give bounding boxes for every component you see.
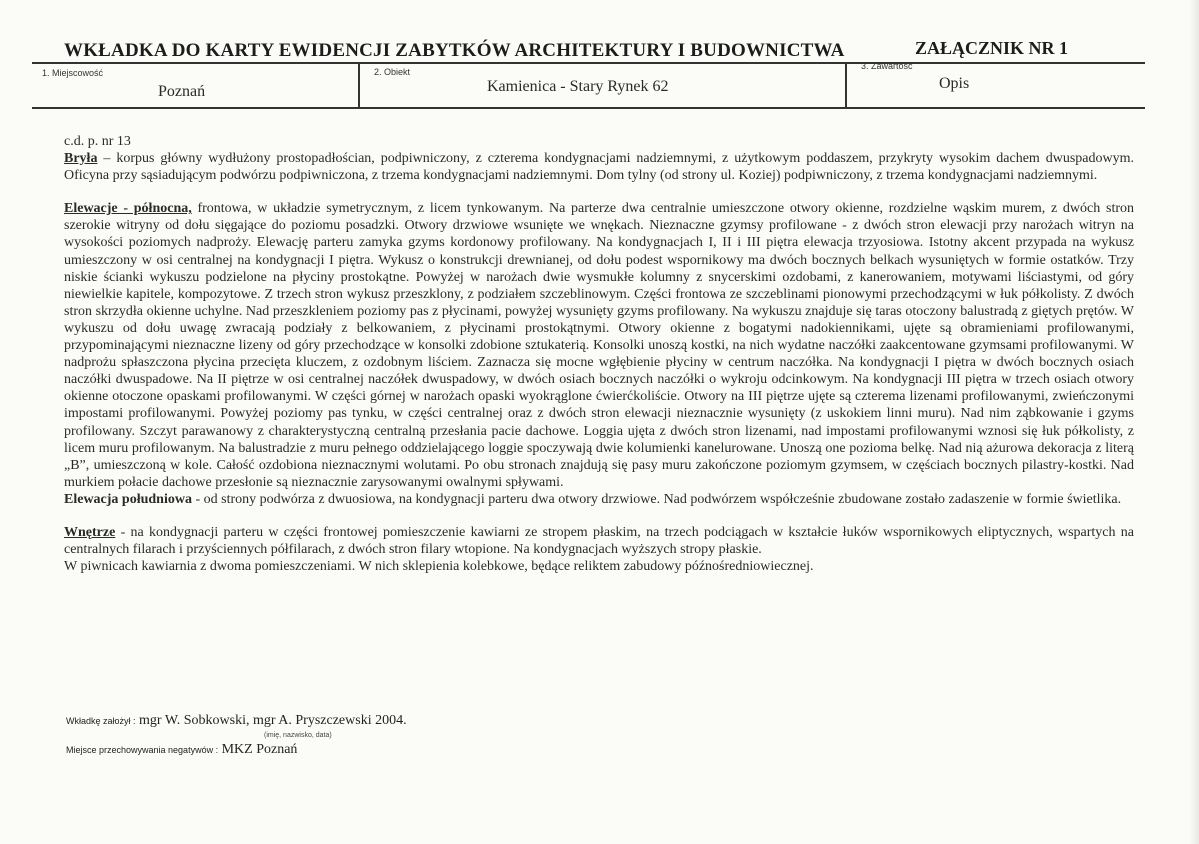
- paragraph-elewacje: [64, 200, 1134, 491]
- field-object-label: 2. Obiekt: [374, 67, 411, 77]
- document-body: [64, 133, 1134, 575]
- scan-edge-shadow: [1189, 0, 1199, 844]
- form-header-title: WKŁADKA DO KARTY EWIDENCJI ZABYTKÓW ARCHITEKTURY I BUDOWNICTWA: [64, 40, 845, 61]
- heading-elewacje: Elewacje - północna,: [64, 201, 192, 217]
- field-divider-2: [845, 62, 847, 108]
- text-bryla: – korpus główny wydłużony prostopadłościan, podpiwniczony, z czterema kondygnacjami nadziemnymi, z użytkowym poddaszem, przykryty wysokim dachem dwuspadowym. Oficyna przy sąsiadującym podwórzu podpiwniczona, z trzema kondygnacjami nadziemnymi. Dom tylny (od strony ul. Koziej) podpiwniczony, z trzema kondygnacjami nadziemnymi.: [64, 151, 1134, 184]
- field-locality-value: Poznań: [158, 83, 206, 100]
- continuation-note: c.d. p. nr 13: [64, 134, 131, 149]
- annex-label: ZAŁĄCZNIK NR 1: [915, 38, 1069, 58]
- author-value: mgr W. Sobkowski, mgr A. Pryszczewski 2004.: [139, 713, 407, 728]
- storage-value: MKZ Poznań: [221, 742, 298, 757]
- text-elewacja-poludniowa: - od strony podwórza z dwuosiowa, na kondygnacji parteru dwa otwory drzwiowe. Nad podwórzem współcześnie zbudowane zostało zadaszenie w formie świetlika.: [191, 491, 1122, 507]
- field-divider-1: [358, 62, 360, 108]
- paragraph-bryla: [64, 150, 1134, 184]
- field-content-label: 3. Zawartość: [861, 61, 913, 71]
- header-bottom-rule: [32, 107, 1145, 109]
- heading-bryla: Bryła: [64, 151, 98, 167]
- field-object-value: Kamienica - Stary Rynek 62: [487, 78, 669, 95]
- author-label: Wkładkę założył :: [66, 716, 136, 726]
- author-hint: (imię, nazwisko, data): [264, 732, 332, 739]
- paragraph-piwnice: W piwnicach kawiarnia z dwoma pomieszczeniami. W nich sklepienia kolebkowe, będące reliktem zabudowy późnośredniowiecznej.: [64, 559, 814, 575]
- text-wnetrze: - na kondygnacji parteru w części frontowej pomieszczenie kawiarni ze stropem płaskim, na trzech podciągach w kształcie łuków wspornikowych eliptycznych, wspartych na centralnych filarach i przyściennych półfilarach, z dwóch stron filary wtopione. Na kondygnacjach wyższych stropy płaskie.: [64, 524, 1134, 558]
- header-top-rule: [32, 62, 1145, 64]
- paragraph-wnetrze: [64, 524, 1134, 558]
- heading-elewacja-poludniowa: Elewacja południowa: [64, 491, 192, 507]
- footer-author-line: [66, 713, 407, 729]
- field-content-value: Opis: [939, 75, 970, 92]
- storage-label: Miejsce przechowywania negatywów :: [66, 745, 219, 755]
- footer-storage-line: [66, 742, 297, 758]
- text-elewacje: frontowa, w układzie symetrycznym, z licem tynkowanym. Na parterze dwa centralnie umieszczone otwory okienne, rozdzielne wąskim murem, z dwóch stron szerokie witryny od dołu sięgające do poziomu posadzki. Otwory drzwiowe wsunięte we wnękach. Nieznaczne gzymsy profilowane - z dwóch stron elewacji przy narożach witryn na wysokości poziomych nadproży. Elewację parteru zamyka gzyms kordonowy profilowany. Na kondygnacjach I, II i III piętra elewacja trzyosiowa. Istotny akcent przypada na wykusz umieszczony w osi centralnej na kondygnacji I piętra. Wykusz o konstrukcji drewnianej, od dołu podest wspornikowy ma dwóch bocznych belkach wysuniętych w formie ostatków. Trzy niskie ścianki wykuszu podzielone na płyciny prostokątne. Powyżej w narożach dwie wysmukłe kolumny z snycerskimi ozdobami, z kanerowaniem, motywami liściastymi, od góry niewielkie kapitele, kompozytowe. Z trzech stron wykusz przeszklony, z podziałem szczeblinowym. Części frontowa ze szczeblinami pionowymi przechodzącymi w łuk półkolisty. Z dwóch stron skrzydła okienne uchylne. Nad przeszkleniem poziomy pas z płycinami, powyżej wysunięty gzyms profilowany. Na wykuszu znajduje się taras otoczony balustradą z giętych prętów. W wykuszu od dołu uwagę zwracają podziały z belkowaniem, z płycinami prostokątnymi. Otwory okienne z bogatymi nadokiennikami, ujęte są obramieniami profilowanymi, przypominającymi nieznaczne lizeny od góry przechodzące w konsolki zdobione sztukaterią. Konsolki unoszą kostki, na nich wydatne naczółki zaakcentowane gzymsami profilowanymi. W nadprożu spłaszczona płycina przecięta kluczem, z ozdobnym liściem. Zaznacza się mocne wgłębienie płyciny w centrum naczółka. Na kondygnacji I piętra w dwóch bocznych osiach naczółki dwuspadowe. Na II piętrze w osi centralnej naczółek dwuspadowy, w dwóch osiach bocznych naczółki o wykroju odcinkowym. Na kondygnacji III piętra w trzech osiach otwory okienne otoczone opaskami profilowanymi. W części górnej w narożach opaski wyokrąglone ćwierćkoliście. Otwory na III piętrze ujęte są czterema lizenami profilowanymi, zwieńczonymi impostami profilowanymi. Powyżej poziomy pas tynku, w części centralnej oraz z dwóch stron elewacji nieznacznie wysunięty (z uskokiem linni muru). Nad nim ząbkowanie i gzyms profilowany. Szczyt parawanowy z charakterystyczną centralną przesłania pacie dachowe. Loggia ujęta z dwóch stron lizenami, nad impostami profilowanymi wznosi się łuk półkolisty, z licem muru profilowanym. Na balustradzie z muru pełnego oddzielającego loggie spoczywają dwie kolumienki kanelurowane. Unoszą one pozioma belkę. Nad nią ażurowa dekoracja z literą „B”, umieszczoną w kole. Całość ozdobiona nieznacznymi wolutami. Po obu stronach znajdują się pasy muru zakończone poziomym gzymsem, w częściach bocznych pilastry-kostki. Nad murkiem połacie dachowe przesłonie są nieznacznie zarysowanymi owalnymi spływami.: [64, 201, 1134, 490]
- field-locality-label: 1. Miejscowość: [42, 68, 104, 78]
- heading-wnetrze: Wnętrze: [64, 524, 116, 540]
- paragraph-elewacja-poludniowa: [64, 491, 1134, 508]
